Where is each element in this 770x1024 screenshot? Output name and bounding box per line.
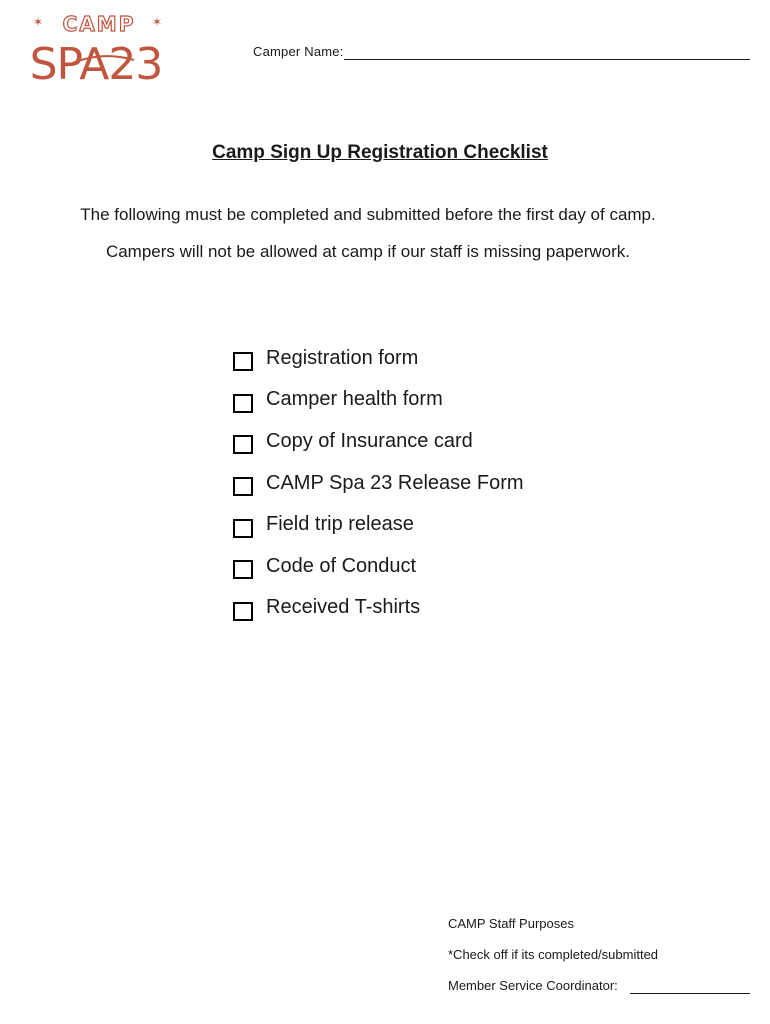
camp-spa23-logo	[14, 10, 178, 84]
checklist-item-registration-form[interactable]	[233, 337, 524, 379]
checklist-item-label: Camper health form	[266, 388, 443, 411]
coordinator-signature-line[interactable]	[630, 993, 750, 994]
checklist-item-insurance-card[interactable]	[233, 420, 524, 462]
checklist-item-code-of-conduct[interactable]	[233, 545, 524, 587]
checklist-item-label: Registration form	[266, 346, 419, 369]
checkbox[interactable]	[233, 602, 253, 621]
checklist-item-label: CAMP Spa 23 Release Form	[266, 471, 524, 494]
staff-note: *Check off if its completed/submitted	[448, 947, 659, 962]
checkbox[interactable]	[233, 477, 253, 496]
intro-line-2: Campers will not be allowed at camp if our staff is missing paperwork.	[105, 242, 631, 261]
camper-name-blank-line[interactable]	[344, 59, 750, 60]
checkbox[interactable]	[233, 394, 253, 413]
checklist-item-label: Field trip release	[266, 513, 414, 536]
checkbox[interactable]	[233, 352, 253, 371]
camper-name-field[interactable]	[253, 44, 750, 62]
checklist-item-label: Copy of Insurance card	[266, 429, 473, 452]
coordinator-label: Member Service Coordinator:	[448, 978, 618, 993]
checklist-item-release-form[interactable]	[233, 462, 524, 504]
staff-heading: CAMP Staff Purposes	[448, 916, 574, 931]
logo-spa23-text: SPA23	[29, 39, 163, 84]
star-icon: ✶	[33, 15, 44, 29]
checklist-item-label: Received T-shirts	[266, 596, 421, 619]
checkbox[interactable]	[233, 435, 253, 454]
checklist	[233, 337, 524, 628]
page-title: Camp Sign Up Registration Checklist	[212, 142, 548, 163]
camper-name-label: Camper Name:	[253, 44, 344, 59]
star-icon: ✶	[152, 15, 163, 29]
coordinator-field[interactable]	[448, 978, 750, 993]
logo-camp-text: CAMP	[62, 12, 136, 36]
checklist-item-label: Code of Conduct	[266, 554, 417, 577]
checklist-item-field-trip-release[interactable]	[233, 503, 524, 545]
camp-spa23-logo-graphic	[14, 10, 178, 84]
checkbox[interactable]	[233, 560, 253, 579]
checklist-item-camper-health-form[interactable]	[233, 379, 524, 421]
checkbox[interactable]	[233, 519, 253, 538]
checklist-item-received-t-shirts[interactable]	[233, 587, 524, 629]
intro-line-1: The following must be completed and submitted before the first day of camp.	[80, 205, 656, 224]
